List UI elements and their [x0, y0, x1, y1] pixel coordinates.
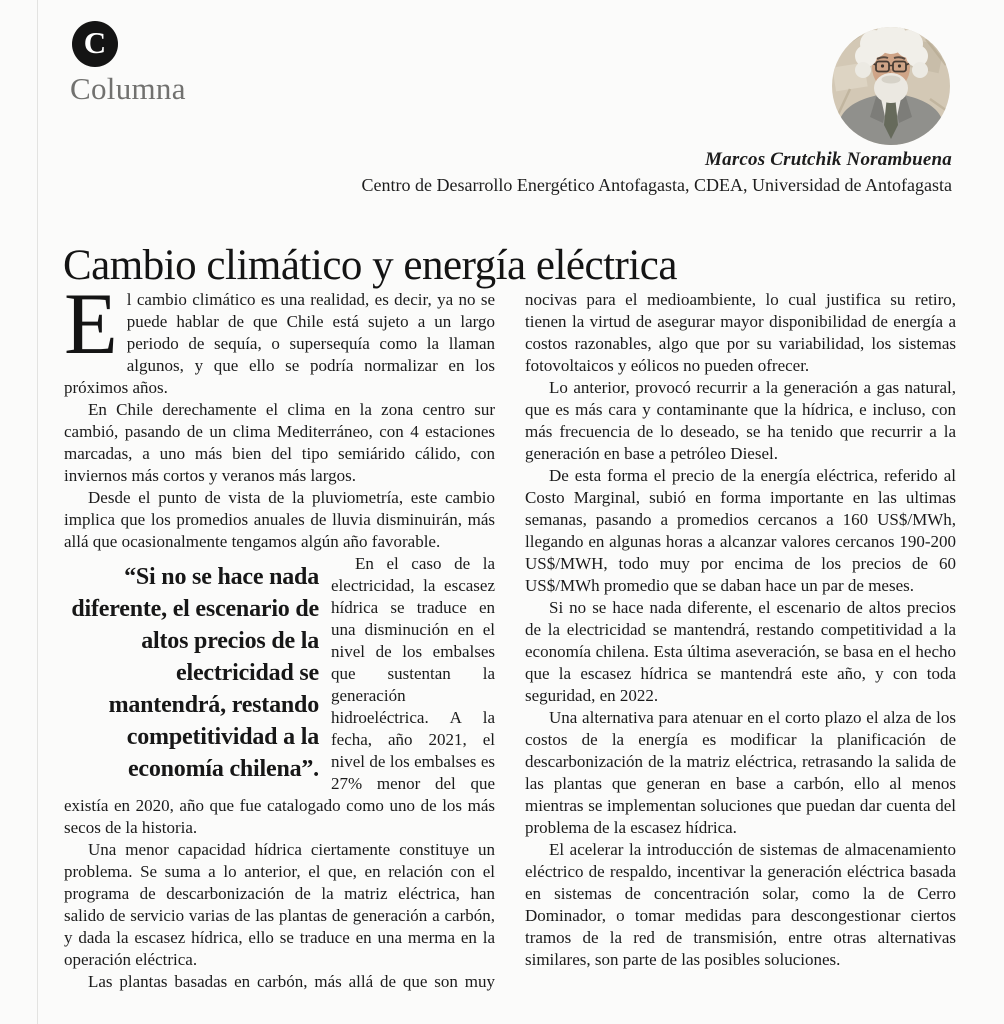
paragraph: Lo anterior, provocó recurrir a la generación a gas natural, que es más cara y contaminante que la hídrica, e incluso, con más frecuencia de lo deseado, se ha tenido que recurrir a la generación en base a petróleo Diesel. — [525, 378, 956, 463]
article-title: Cambio climático y energía eléctrica — [63, 241, 677, 289]
right-column — [525, 289, 956, 993]
author-portrait — [832, 27, 950, 145]
paragraph: Una menor capacidad hídrica ciertamente constituye un problema. Se suma a lo anterior, el que, en relación con el programa de descarbonización de la matriz eléctrica, han salido de servicio varias de las plantas de generación a carbón, y dada la escasez hídrica, ello se traduce en una merma en la operación eléctrica. — [64, 840, 495, 969]
author-name: Marcos Crutchik Norambuena — [705, 149, 952, 170]
drop-cap: E — [64, 276, 118, 373]
paragraph: El acelerar la introducción de sistemas de almacenamiento eléctrico de respaldo, incentivar la generación eléctrica basada en sistemas de concentración solar, como la de Cerro Dominador, o tomar medidas para descongestionar ciertos tramos de la red de transmisión, entre otras alternativas similares, son parte de las posibles soluciones. — [525, 840, 956, 969]
column-section-logo — [72, 21, 118, 67]
paragraph: Si no se hace nada diferente, el escenario de altos precios de la electricidad se mantendrá, restando competitividad a la economía chilena. Esta última aseveración, se basa en el hecho que la escasez hídrica se mantendrá este año, y con toda seguridad, en 2022. — [525, 598, 956, 705]
byline — [361, 149, 952, 196]
paragraph-lead-text: l cambio climático es una realidad, es decir, ya no se puede hablar de que Chile está sujeto a un largo periodo de sequía, o supersequía como la llaman algunos, y que ello se podría normalizar en los próximos años. — [64, 290, 495, 397]
paragraph: En el caso de la electricidad, la escasez hídrica se traduce en una disminución en el nivel de los embalses que sustentan la generación hidroeléctrica. A la fecha, año 2021, el nivel de los embalses es 27% menor del que existía en 2020, año que fue catalogado como uno de los más secos de la historia. — [64, 554, 495, 837]
paragraph-lead — [64, 276, 495, 399]
author-affiliation: Centro de Desarrollo Energético Antofagasta, CDEA, Universidad de Antofagasta — [361, 175, 952, 195]
paragraph-continuation: nocivas para el medioambiente, lo cual justifica su retiro, tienen la virtud de asegurar mayor disponibilidad de energía a costos razonables, algo que por su variabilidad, los sistemas fotovoltaicos y eólicos no pueden ofrecer. — [525, 290, 956, 375]
logo-letter: C — [83, 25, 107, 60]
pull-quote: “Si no se hace nada diferente, el escenario de altos precios de la electricidad se mantendrá, restando competitividad a la economía chilena”. — [71, 564, 319, 782]
page-edge-divider — [37, 0, 38, 1024]
paragraph: En Chile derechamente el clima en la zona centro sur cambió, pasando de un clima Mediterráneo, con 4 estaciones marcadas, a uno más bien del tipo semiárido cálido, con inviernos más cortos y veranos más largos. — [64, 400, 495, 485]
author-portrait-photo-icon — [832, 27, 950, 145]
paragraph: Desde el punto de vista de la pluviometría, este cambio implica que los promedios anuales de lluvia disminuirán, más allá que ocasionalmente tengamos algún año favorable. — [64, 488, 495, 551]
section-label: Columna — [70, 71, 186, 106]
article-body — [64, 276, 956, 993]
paragraph: De esta forma el precio de la energía eléctrica, referido al Costo Marginal, subió en forma importante en las ultimas semanas, pasando a promedios cercanos a 160 US$/MWh, llegando en algunas horas a alcanzar valores cercanos 190-200 US$/MWH, todo muy por encima de los precios de 60 US$/MWh promedio que se daban hace un par de meses. — [525, 466, 956, 595]
paragraph: Una alternativa para atenuar en el corto plazo el alza de los costos de la energía es modificar la planificación de descarbonización de la matriz eléctrica, retrasando la salida de las plantas que generan en base a carbón, ello al menos mientras se implementan soluciones que puedan dar cuenta del problema de la escasez hídrica. — [525, 708, 956, 837]
paragraph-runover: Las plantas basadas en carbón, más allá de que son muy — [88, 972, 495, 991]
left-column — [64, 276, 495, 993]
